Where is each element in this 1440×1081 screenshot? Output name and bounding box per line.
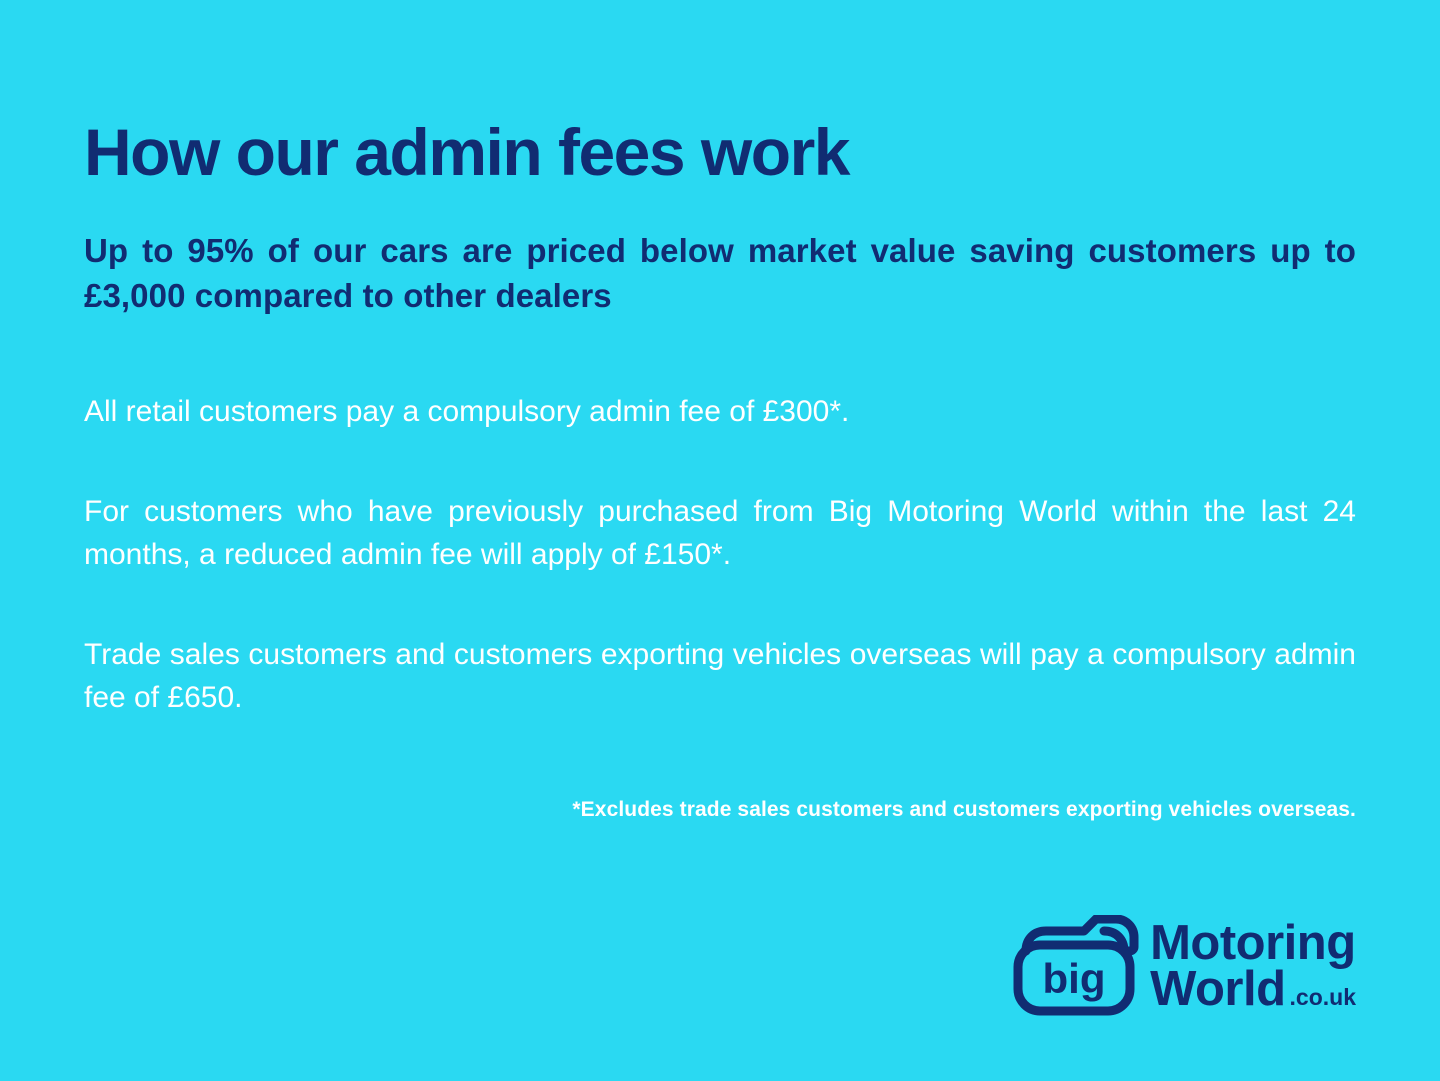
subheading: Up to 95% of our cars are priced below market value saving customers up to £3,000 compared to other dealers: [84, 232, 1356, 314]
brand-line-motoring: Motoring: [1150, 916, 1356, 971]
paragraph-trade-export-fee: Trade sales customers and customers exporting vehicles overseas will pay a compulsory admin fee of £650.: [84, 637, 1356, 715]
paragraph-returning-customer-fee: For customers who have previously purchased from Big Motoring World within the last 24 months, a reduced admin fee will apply of £150*.: [84, 494, 1356, 572]
brand-line-world: [1150, 962, 1356, 1016]
big-car-icon: [1012, 915, 1140, 1019]
brand-world-text: World: [1150, 962, 1286, 1016]
page-title: How our admin fees work: [84, 115, 849, 189]
brand-logo: [1012, 915, 1356, 1019]
brand-tld: .co.uk: [1289, 984, 1356, 1010]
svg-text:big: big: [1042, 955, 1106, 1002]
brand-wordmark: [1150, 916, 1356, 1016]
footnote-exclusions: *Excludes trade sales customers and customers exporting vehicles overseas.: [572, 797, 1356, 821]
paragraph-retail-fee: All retail customers pay a compulsory admin fee of £300*.: [84, 395, 850, 429]
